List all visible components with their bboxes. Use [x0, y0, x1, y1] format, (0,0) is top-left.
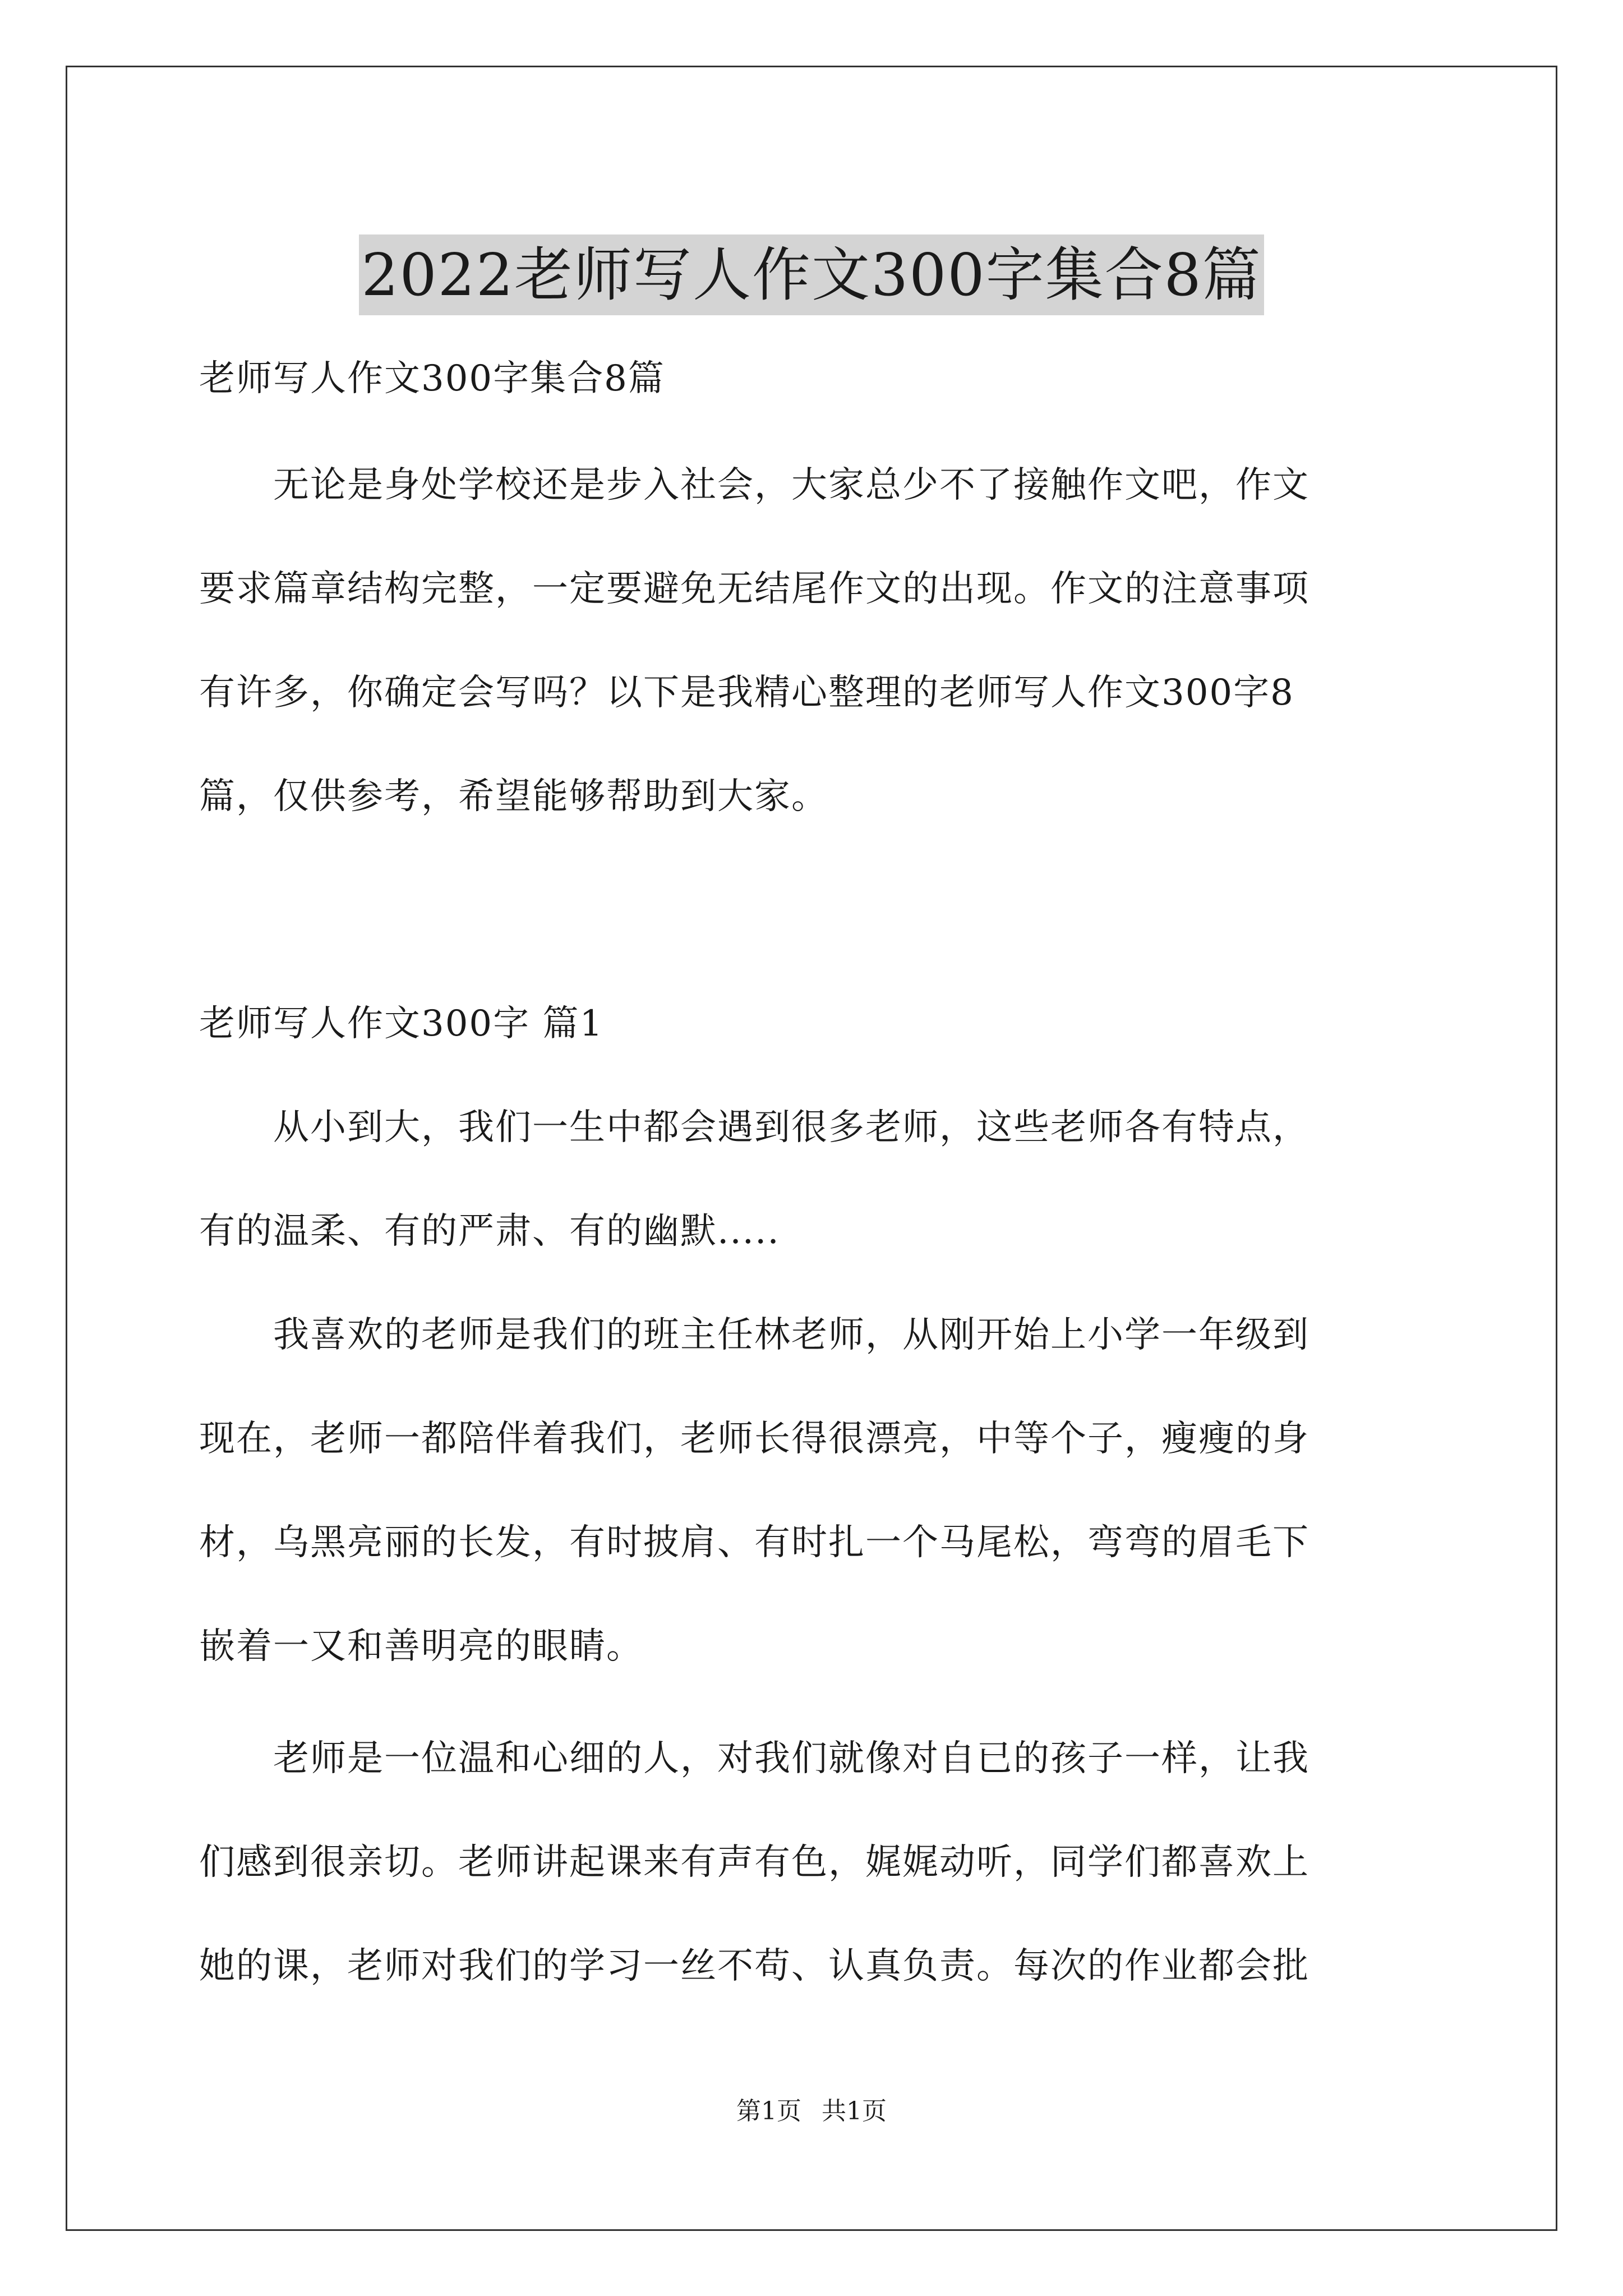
- body-line: 们感到很亲切。老师讲起课来有声有色，娓娓动听，同学们都喜欢上: [199, 1842, 1310, 1883]
- intro-line: 有许多，你确定会写吗？以下是我精心整理的老师写人作文300字8: [199, 672, 1294, 714]
- page-number: 第1页: [736, 2097, 801, 2125]
- title-container: [0, 195, 1623, 354]
- intro-line: 篇，仅供参考，希望能够帮助到大家。: [199, 776, 828, 817]
- body-line: 我喜欢的老师是我们的班主任林老师，从刚开始上小学一年级到: [199, 1314, 1310, 1356]
- body-line: 嵌着一又和善明亮的眼睛。: [199, 1626, 643, 1667]
- body-line: 现在，老师一都陪伴着我们，老师长得很漂亮，中等个子，瘦瘦的身: [199, 1418, 1310, 1460]
- body-line: 材，乌黑亮丽的长发，有时披肩、有时扎一个马尾松，弯弯的眉毛下: [199, 1522, 1310, 1563]
- section-heading: 老师写人作文300字 篇1: [199, 1003, 604, 1045]
- document-title: 2022老师写人作文300字集合8篇: [359, 234, 1264, 315]
- intro-line: 要求篇章结构完整，一定要避免无结尾作文的出现。作文的注意事项: [199, 568, 1310, 610]
- body-line: 从小到大，我们一生中都会遇到很多老师，这些老师各有特点，: [199, 1107, 1310, 1148]
- page-footer: [0, 2095, 1623, 2128]
- intro-line: 无论是身处学校还是步入社会，大家总少不了接触作文吧，作文: [199, 464, 1310, 506]
- subtitle: 老师写人作文300字集合8篇: [199, 358, 665, 399]
- body-line: 她的课，老师对我们的学习一丝不苟、认真负责。每次的作业都会批: [199, 1945, 1310, 1987]
- body-line: 老师是一位温和心细的人，对我们就像对自已的孩子一样，让我: [199, 1738, 1310, 1779]
- body-line: 有的温柔、有的严肃、有的幽默.....: [199, 1211, 780, 1252]
- page-total: 共1页: [822, 2097, 887, 2125]
